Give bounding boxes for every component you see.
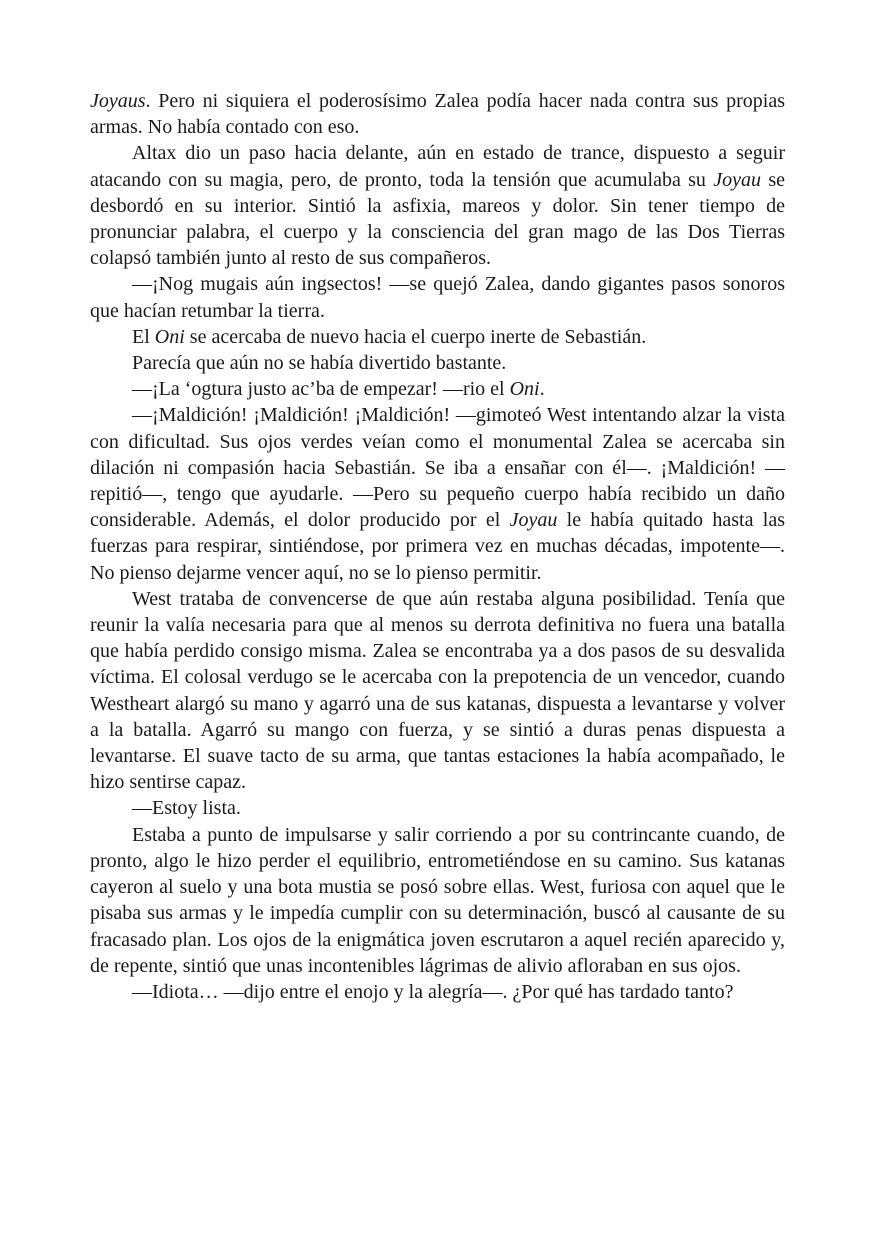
text-run: Estaba a punto de impulsarse y salir corriendo a por su contrincante cuando, de pronto, algo le hizo perder el equilibrio, entrometiéndose en su camino. Sus katanas cayeron al suelo y una bota mustia se posó sobre ellas. West, furiosa con aquel que le pisaba sus armas y le impedía cumplir con su determinación, buscó al causante de su fracasado plan. Los ojos de la enigmática joven escrutaron a aquel recién aparecido y, de repente, sintió que unas incontenibles lágrimas de alivio afloraban en sus ojos.: [90, 823, 785, 977]
text-run: —¡Maldición! ¡Maldición! ¡Maldición! —gimoteó West intentando alzar la vista con dificultad. Sus ojos verdes veían como el monumental Zalea se acercaba sin dilación ni compasión hacia Sebastián. Se iba a ensañar con él—. ¡Maldición! —repitió—, tengo que ayudarle. —Pero su pequeño cuerpo había recibido un daño considerable. Además, el dolor producido por el: [90, 404, 785, 532]
text-run: —¡Nog mugais aún ingsectos! —se quejó Zalea, dando gigantes pasos sonoros que hacían retumbar la tierra.: [90, 273, 785, 322]
italic-term: Oni: [154, 325, 185, 348]
text-run: Altax dio un paso hacia delante, aún en estado de trance, dispuesto a seguir atacando con su magia, pero, de pronto, toda la tensión que acumulaba su: [90, 142, 785, 191]
text-run: se desbordó en su interior. Sintió la asfixia, mareos y dolor. Sin tener tiempo de pronunciar palabra, el cuerpo y la consciencia del gran mago de las Dos Tierras colapsó también junto al resto de sus compañeros.: [90, 168, 785, 270]
paragraph: [90, 324, 785, 350]
paragraph: [90, 822, 785, 979]
italic-term: Joyau: [713, 168, 762, 191]
paragraph: [90, 586, 785, 796]
page-body-text: [90, 88, 785, 1005]
text-run: Parecía que aún no se había divertido bastante.: [132, 352, 507, 375]
text-run: —¡La ‘ogtura justo ac’ba de empezar! —rio el: [132, 378, 510, 401]
italic-term: Oni: [509, 378, 540, 401]
paragraph: [90, 979, 785, 1005]
paragraph: [90, 88, 785, 140]
text-run: West trataba de convencerse de que aún restaba alguna posibilidad. Tenía que reunir la valía necesaria para que al menos su derrota definitiva no fuera una batalla que había perdido consigo misma. Zalea se encontraba ya a dos pasos de su desvalida víctima. El colosal verdugo se le acercaba con la prepotencia de un vencedor, cuando Westheart alargó su mano y agarró una de sus katanas, dispuesta a levantarse y volver a la batalla. Agarró su mango con fuerza, y se sintió a duras penas dispuesta a levantarse. El suave tacto de su arma, que tantas estaciones la había acompañado, le hizo sentirse capaz.: [90, 587, 785, 794]
text-run: El: [132, 325, 155, 348]
paragraph: [90, 402, 785, 585]
paragraph: [90, 795, 785, 821]
text-run: le había quitado hasta las fuerzas para respirar, sintiéndose, por primera vez en muchas décadas, impotente—. No pienso dejarme vencer aquí, no se lo pienso permitir.: [90, 509, 785, 584]
text-run: . Pero ni siquiera el poderosísimo Zalea podía hacer nada contra sus propias armas. No había contado con eso.: [90, 90, 785, 139]
paragraph: [90, 140, 785, 271]
italic-term: Joyau: [509, 509, 558, 532]
text-run: —Estoy lista.: [132, 797, 241, 820]
text-run: —Idiota… —dijo entre el enojo y la alegría—. ¿Por qué has tardado tanto?: [132, 980, 734, 1003]
text-run: se acercaba de nuevo hacia el cuerpo inerte de Sebastián.: [184, 325, 647, 348]
paragraph: [90, 350, 785, 376]
paragraph: [90, 376, 785, 402]
paragraph: [90, 271, 785, 323]
italic-term: Joyaus: [90, 90, 146, 112]
text-run: .: [539, 378, 545, 401]
